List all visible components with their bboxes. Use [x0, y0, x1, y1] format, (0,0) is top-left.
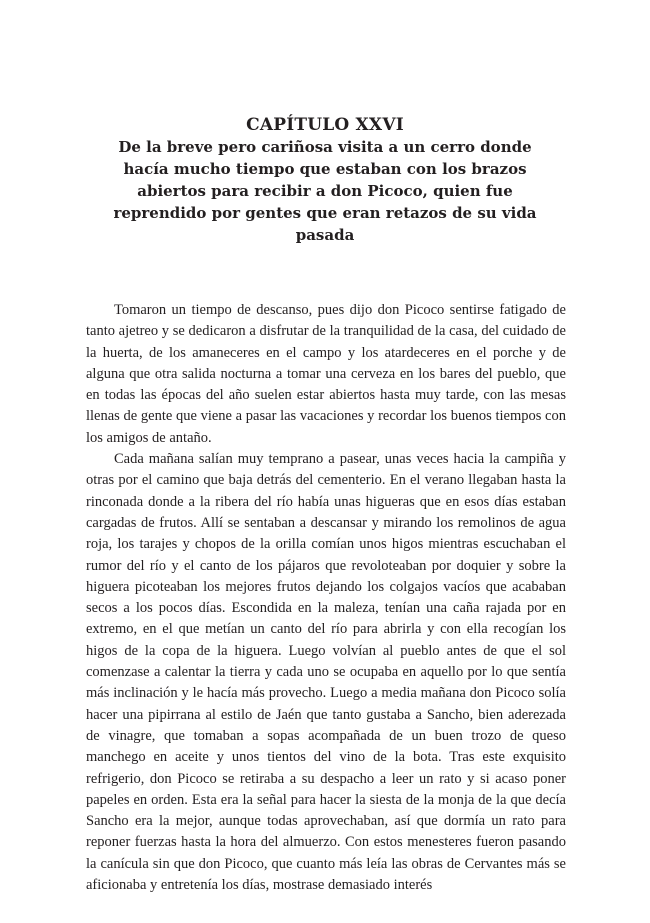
paragraph-1: Tomaron un tiempo de descanso, pues dijo don Picoco sentirse fatigado de tanto ajetreo y se dedicaron a disfrutar de la tranquilidad de la casa, del cuidado de la huerta, de los amaneceres en el campo y los atardeceres en el porche y de alguna que otra salida nocturna a tomar una cerveza en los bares del pueblo, que en todas las épocas del año suelen estar abiertos hasta muy tarde, con las mesas llenas de gente que viene a pasar las vacaciones y recordar los buenos tiempos con los amigos de antaño. — [86, 302, 566, 446]
body-text — [86, 300, 566, 896]
chapter-number: CAPÍTULO XXVI — [246, 115, 404, 135]
chapter-title: De la breve pero cariñosa visita a un cerro donde hacía mucho tiempo que estaban con los brazos abiertos para recibir a don Picoco, quien fue reprendido por gentes que eran retazos de su vida pasada — [113, 138, 537, 244]
paragraph-2: Cada mañana salían muy temprano a pasear, unas veces hacia la campiña y otras por el camino que baja detrás del cementerio. En el verano llegaban hasta la rinconada donde a la ribera del río había unas higueras que en esos días estaban cargadas de frutos. Allí se sentaban a descansar y mirando los remolinos de agua roja, los tarajes y chopos de la orilla comían unos higos mientras escuchaban el rumor del río y el canto de los pájaros que revoloteaban por doquier y sobre la higuera picoteaban los mejores frutos dejando los colgajos vacíos que acababan secos a los pocos días. Escondida en la maleza, tenían una caña rajada por en extremo, en el que metían un canto del río para abrirla y con ella recogían los higos de la copa de la higuera. Luego volvían al pueblo antes de que el sol comenzase a calentar la tierra y cada uno se ocupaba en aquello por lo que sentía más inclinación y le hacía más provecho. Luego a media mañana don Picoco solía hacer una pipirrana al estilo de Jaén que tanto gustaba a Sancho, bien aderezada de vinagre, que tomaban a sopas acompañada de un buen trozo de queso manchego en aceite y unos tientos del vino de la bota. Tras este exquisito refrigerio, don Picoco se retiraba a su despacho a leer un rato y si acaso poner papeles en orden. Esta era la señal para hacer la siesta de la monja de la que decía Sancho era la mejor, aunque todas aprovechaban, así que dormía un rato para reponer fuerzas hasta la hora del almuerzo. Con estos menesteres fueron pasando la canícula sin que don Picoco, que cuanto más leía las obras de Cervantes más se aficionaba y entretenía los días, mostrase demasiado interés — [86, 451, 566, 894]
chapter-header — [95, 114, 555, 246]
